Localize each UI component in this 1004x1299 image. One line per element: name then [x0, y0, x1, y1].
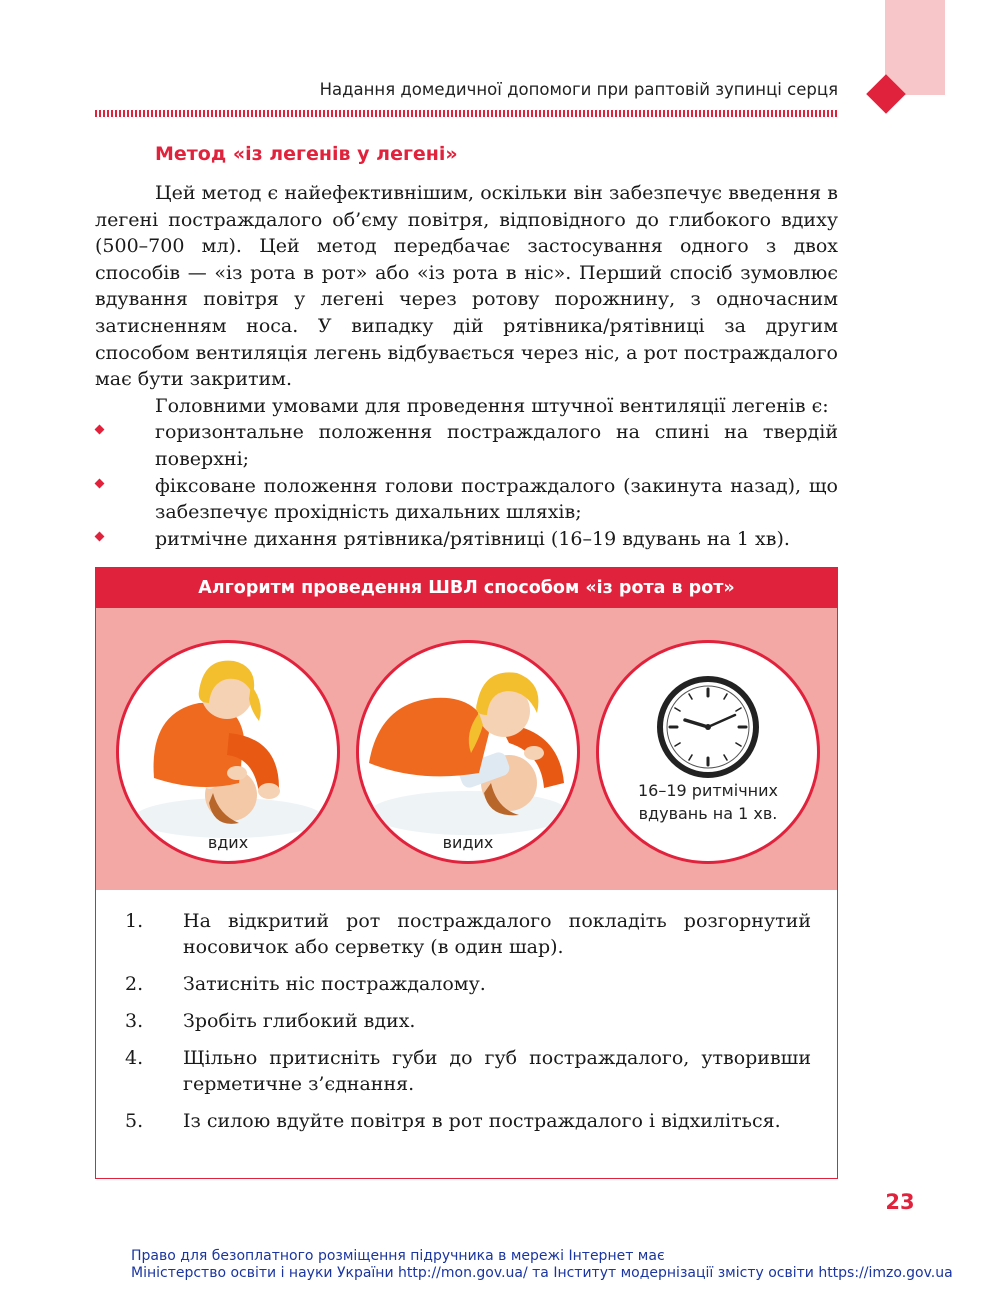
algorithm-title: Алгоритм проведення ШВЛ способом «із рота в рот»: [96, 568, 837, 608]
list-item: [95, 526, 838, 553]
bullet-diamond-icon: [95, 531, 105, 541]
exhale-illustration: [356, 640, 580, 864]
list-item: [121, 1045, 811, 1097]
page-number: 23: [885, 1190, 915, 1214]
conditions-list: [95, 419, 838, 552]
clock-illustration: [596, 640, 820, 864]
list-item: [121, 908, 811, 960]
inhale-illustration: [116, 640, 340, 864]
step-text: На відкритий рот постраждалого покладіть розгорнутий носовичок або серветку (в один шар).: [183, 910, 811, 958]
paragraph: Цей метод є найефективнішим, оскільки він забезпечує введення в легені постраждалого об’єму повітря, відповідного до глибокого вдиху (500–700 мл). Цей метод передбачає застосування одного з двох способів — «із рота в рот» або «із рота в ніс». Перший спосіб зумовлює вдування повітря у легені через ротову порожнину, з одночасним затисненням носа. У випадку дій рятівника/рятівниці за другим способом вентиляція легень відбувається через ніс, а рот постраждалого має бути закритим.: [95, 182, 838, 391]
algorithm-steps: [121, 908, 811, 1145]
step-number: 1.: [125, 910, 144, 932]
list-item-text: горизонтальне положення постраждалого на спині на твердій поверхні;: [155, 421, 838, 470]
footer-line: Право для безоплатного розміщення підручника в мережі Інтернет має: [131, 1248, 665, 1264]
list-item: [121, 971, 811, 997]
footer: [131, 1248, 991, 1282]
list-item: [121, 1008, 811, 1034]
algorithm-box: [95, 567, 838, 1179]
rescuer-tilting-head-illustration: [119, 643, 337, 861]
step-text: Щільно притисніть губи до губ постраждалого, утворивши герметичне з’єднання.: [183, 1047, 811, 1095]
paragraph: Головними умовами для проведення штучної вентиляції легенів є:: [155, 394, 829, 417]
image-caption: видих: [442, 833, 494, 852]
image-caption: вдих: [207, 833, 249, 852]
bullet-diamond-icon: [95, 425, 105, 435]
step-text: Затисніть ніс постраждалому.: [183, 973, 486, 995]
image-caption: 16–19 ритмічних: [638, 781, 778, 800]
illustration-panel: [96, 608, 837, 890]
step-text: Із силою вдуйте повітря в рот постраждалого і відхиліться.: [183, 1110, 781, 1132]
bullet-diamond-icon: [95, 478, 105, 488]
mouth-to-mouth-illustration: [359, 643, 577, 861]
step-number: 3.: [125, 1010, 144, 1032]
body-text: [95, 180, 838, 552]
list-item: [95, 419, 838, 472]
step-text: Зробіть глибокий вдих.: [183, 1010, 416, 1032]
corner-tab: [885, 0, 945, 95]
footer-line: Міністерство освіти і науки України http://mon.gov.ua/ та Інститут модернізації змісту освіти https://imzo.gov.ua: [131, 1265, 953, 1281]
clock-icon: [599, 643, 817, 861]
step-number: 4.: [125, 1047, 144, 1069]
list-item: [95, 473, 838, 526]
image-caption: вдувань на 1 хв.: [638, 804, 778, 823]
running-head: Надання домедичної допомоги при раптовій зупинці серця: [319, 80, 838, 99]
list-item-text: ритмічне дихання рятівника/рятівниці (16–19 вдувань на 1 хв).: [155, 527, 790, 550]
step-number: 5.: [125, 1110, 144, 1132]
list-item-text: фіксоване положення голови постраждалого (закинута назад), що забезпечує прохідність дихальних шляхів;: [155, 474, 838, 524]
section-title: Метод «із легенів у легені»: [155, 143, 458, 165]
header-divider: [95, 110, 837, 117]
step-number: 2.: [125, 973, 144, 995]
list-item: [121, 1108, 811, 1134]
